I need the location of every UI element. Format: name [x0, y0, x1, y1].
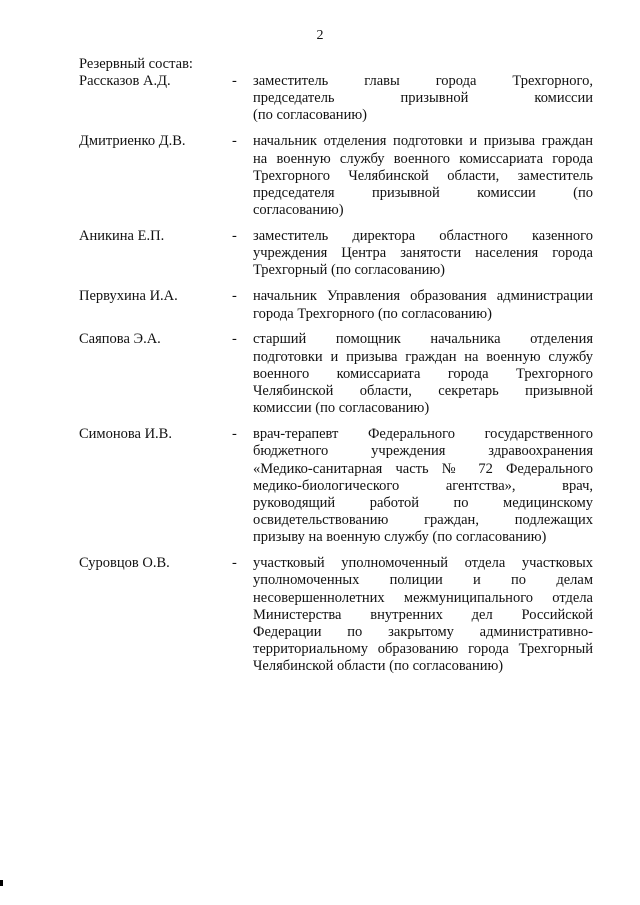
member-position: [253, 133, 593, 219]
position-line: медико-биологического агентства», врач,: [253, 477, 593, 494]
position-line: уполномоченных полиции и по делам: [253, 572, 593, 589]
position-line: призыву на военную службу (по согласованию): [253, 529, 547, 546]
member-name: Первухина И.А.: [79, 288, 178, 305]
position-line: территориальному образованию города Трехгорный: [253, 641, 593, 658]
position-line: Министерства внутренних дел Российской: [253, 606, 593, 623]
position-line: комиссии (по согласованию): [253, 400, 430, 417]
position-line: подготовки и призыва граждан на военную службу: [253, 348, 593, 365]
section-heading: Резервный состав:: [79, 56, 193, 72]
position-line: военного комиссариата города Трехгорного: [253, 365, 593, 382]
position-line: начальник Управления образования администрации: [253, 288, 593, 305]
member-entry: [79, 331, 593, 417]
dash-separator: -: [232, 426, 237, 443]
member-entry: [79, 426, 593, 546]
dash-separator: -: [232, 331, 237, 348]
member-name: Суровцов О.В.: [79, 555, 170, 572]
position-line: руководящий работой по медицинскому: [253, 494, 593, 511]
position-line: председателя призывной комиссии (по: [253, 184, 593, 201]
position-line: старший помощник начальника отделения: [253, 331, 593, 348]
dash-separator: -: [232, 228, 237, 244]
position-line: «Медико-санитарная часть № 72 Федерального: [253, 460, 593, 477]
member-entry: [79, 288, 593, 322]
member-position: [253, 228, 593, 280]
member-position: [253, 73, 593, 125]
position-line: учреждения Центра занятости населения города: [253, 245, 593, 262]
member-list: [79, 73, 593, 684]
position-line: на военную службу военного комиссариата города: [253, 150, 593, 167]
dash-separator: -: [232, 133, 237, 150]
position-line: Челябинской области, секретарь призывной: [253, 383, 593, 399]
dash-separator: -: [232, 73, 237, 89]
member-entry: [79, 133, 593, 219]
member-entry: [79, 555, 593, 675]
member-entry: [79, 73, 593, 125]
dash-separator: -: [232, 288, 237, 305]
member-position: [253, 331, 593, 417]
member-name: Аникина Е.П.: [79, 228, 165, 244]
member-entry: [79, 228, 593, 280]
position-line: участковый уполномоченный отдела участковых: [253, 555, 593, 572]
member-position: [253, 555, 593, 675]
position-line: Федерации по закрытому административно-: [253, 624, 593, 641]
member-name: Саяпова Э.А.: [79, 331, 161, 348]
position-line: начальник отделения подготовки и призыва граждан: [253, 133, 593, 150]
member-position: [253, 426, 593, 546]
position-line: Челябинской области (по согласованию): [253, 658, 504, 675]
page-number: 2: [316, 28, 324, 43]
member-name: Рассказов А.Д.: [79, 73, 171, 89]
position-line: несовершеннолетних межмуниципального отдела: [253, 589, 593, 606]
scan-mark: [0, 880, 3, 886]
position-line: заместитель директора областного казенного: [253, 228, 593, 244]
position-line: Трехгорный (по согласованию): [253, 262, 446, 279]
member-name: Симонова И.В.: [79, 426, 172, 443]
dash-separator: -: [232, 555, 237, 572]
member-position: [253, 288, 593, 322]
position-line: согласованию): [253, 202, 344, 219]
position-line: (по согласованию): [253, 107, 367, 124]
position-line: врач-терапевт Федерального государственного: [253, 426, 593, 443]
member-name: Дмитриенко Д.В.: [79, 133, 186, 150]
position-line: освидетельствованию граждан, подлежащих: [253, 512, 593, 529]
position-line: города Трехгорного (по согласованию): [253, 305, 492, 322]
position-line: заместитель главы города Трехгорного,: [253, 73, 593, 89]
position-line: председатель призывной комиссии: [253, 90, 593, 107]
position-line: Трехгорного Челябинской области, заместитель: [253, 167, 593, 184]
position-line: бюджетного учреждения здравоохранения: [253, 443, 593, 460]
